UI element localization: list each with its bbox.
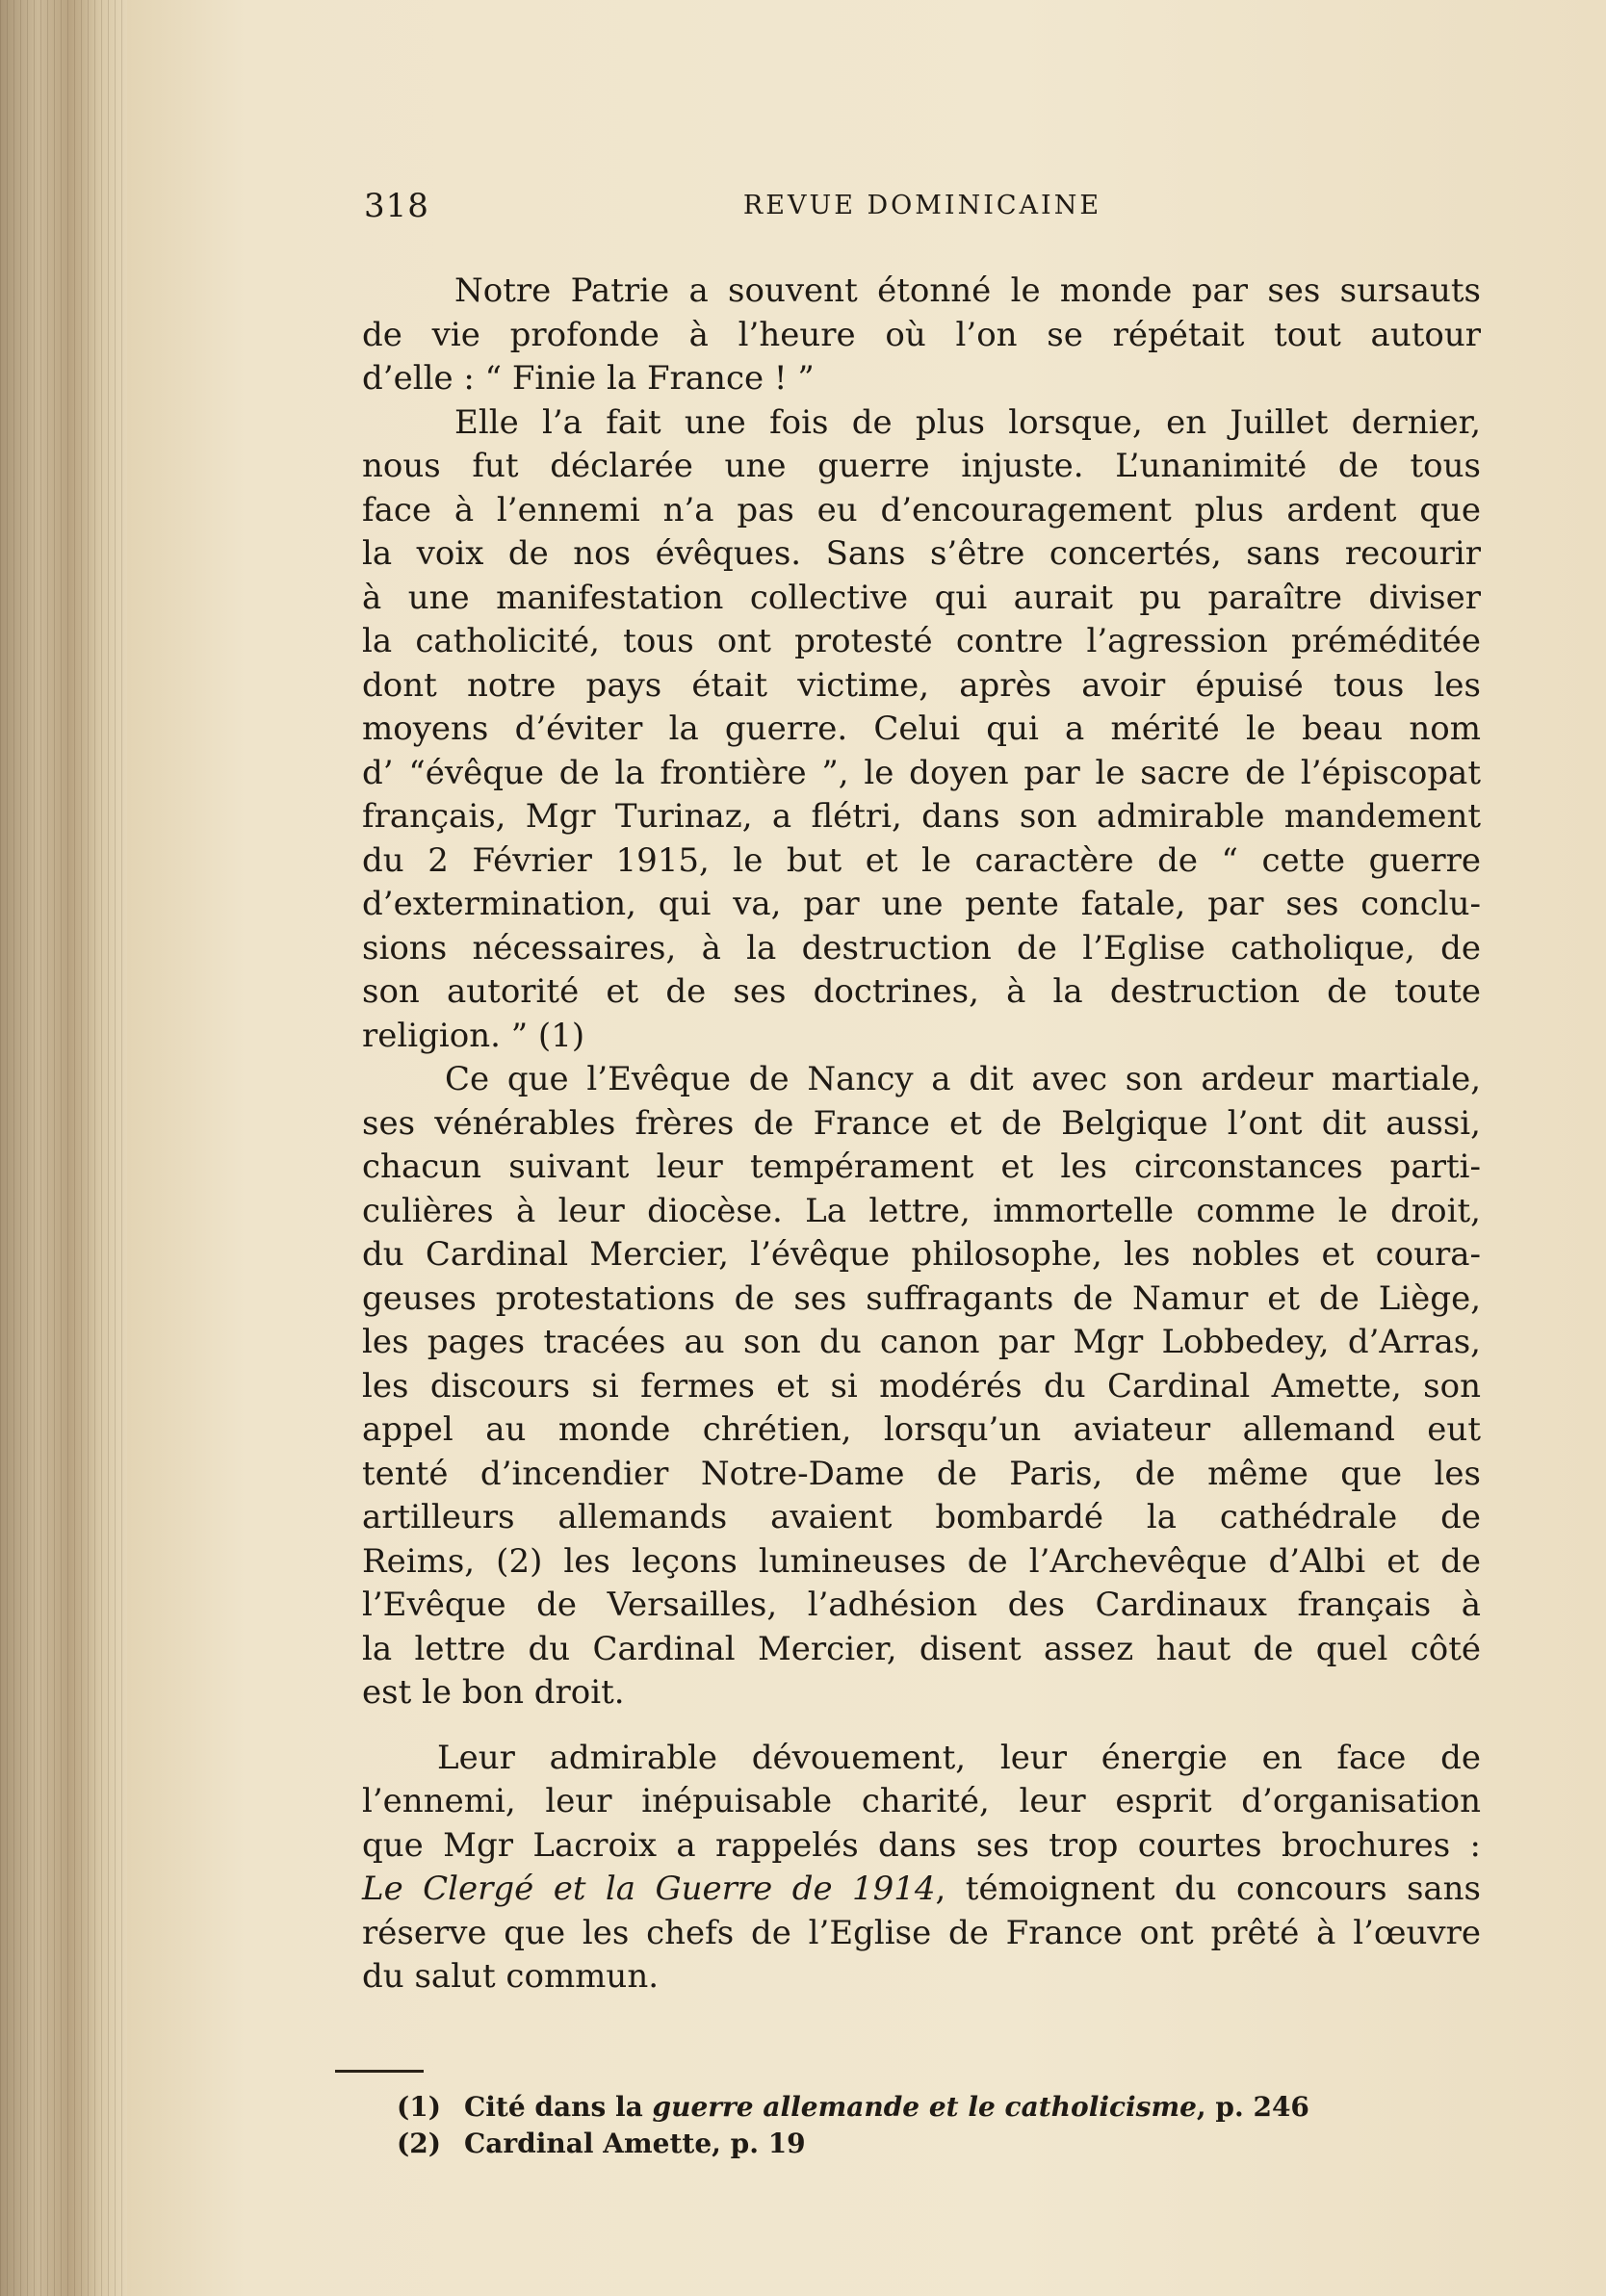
running-head: REVUE DOMINICAINE <box>742 191 1102 220</box>
text-line: est le bon droit. <box>362 1673 625 1712</box>
footnote-1 <box>397 2089 1456 2126</box>
page-number: 318 <box>364 187 429 225</box>
text-line: artilleurs allemands avaient bombardé la cathédrale de <box>362 1498 1481 1536</box>
text-line: geuses protestations de ses suffragants de Namur et de Liège, <box>362 1278 1481 1318</box>
text-line: d’elle : “ Finie la France ! ” <box>362 359 815 398</box>
paragraph-1 <box>362 270 1481 401</box>
text-line: les discours si fermes et si modérés du Cardinal Amette, son <box>362 1366 1481 1406</box>
footnote-text-end: , p. 246 <box>1196 2091 1309 2123</box>
text-line: religion. ” (1) <box>362 1016 585 1055</box>
text-line: nous fut déclarée une guerre injuste. L’unanimité de tous <box>362 447 1481 485</box>
text-line: à une manifestation collective qui aurait pu paraître diviser <box>362 578 1481 617</box>
text-line: son autorité et de ses doctrines, à la destruction de toute <box>362 972 1481 1011</box>
text-line: moyens d’éviter la guerre. Celui qui a mérité le beau nom <box>362 709 1481 748</box>
text-line: du 2 Février 1915, le but et le caractère de “ cette guerre <box>362 840 1481 880</box>
text-line: français, Mgr Turinaz, a flétri, dans son admirable mandement <box>362 797 1481 836</box>
footnotes <box>397 2089 1456 2162</box>
text-line: Elle l’a fait une fois de plus lorsque, en Juillet dernier, <box>454 402 1481 442</box>
paragraph-3 <box>362 1058 1481 1716</box>
body-text <box>362 270 1481 1999</box>
text-line: chacun suivant leur tempérament et les circonstances parti- <box>362 1148 1481 1186</box>
footnote-marker: (2) <box>397 2128 441 2159</box>
text-line: Reims, (2) les leçons lumineuses de l’Archevêque d’Albi et de <box>362 1541 1481 1581</box>
footnote-text: Cardinal Amette, p. 19 <box>464 2128 806 2159</box>
text-line: ses vénérables frères de France et de Belgique l’ont dit aussi, <box>362 1103 1481 1143</box>
text-line: Leur admirable dévouement, leur énergie en face de <box>437 1738 1481 1777</box>
text-line: l’Evêque de Versailles, l’adhésion des Cardinaux français à <box>362 1586 1481 1624</box>
text-line: du salut commun. <box>362 1957 660 1996</box>
text-line: l’ennemi, leur inépuisable charité, leur esprit d’organisation <box>362 1782 1481 1820</box>
text-line: face à l’ennemi n’a pas eu d’encouragement plus ardent que <box>362 490 1481 529</box>
text-line: d’extermination, qui va, par une pente fatale, par ses conclu- <box>362 885 1481 923</box>
text-line: réserve que les chefs de l’Eglise de France ont prêté à l’œuvre <box>362 1913 1481 1952</box>
footnote-rule <box>335 2070 424 2073</box>
text-line: Ce que l’Evêque de Nancy a dit avec son ardeur martiale, <box>445 1060 1481 1098</box>
text-line: culières à leur diocèse. La lettre, immortelle comme le droit, <box>362 1191 1481 1230</box>
text-line: la lettre du Cardinal Mercier, disent assez haut de quel côté <box>362 1629 1481 1668</box>
text-line: d’ “évêque de la frontière ”, le doyen par le sacre de l’épiscopat <box>362 753 1481 792</box>
text-line-with-title <box>362 1868 1481 1912</box>
text-line: Notre Patrie a souvent étonné le monde par ses sursauts <box>454 271 1481 310</box>
text-line: les pages tracées au son du canon par Mgr Lobbedey, d’Arras, <box>362 1323 1481 1361</box>
footnote-text: Cité dans la <box>464 2091 653 2123</box>
text-line: appel au monde chrétien, lorsqu’un aviateur allemand eut <box>362 1410 1481 1449</box>
paragraph-2 <box>362 401 1481 1059</box>
text-line: dont notre pays était victime, après avoir épuisé tous les <box>362 665 1481 705</box>
text-line: la catholicité, tous ont protesté contre l’agression préméditée <box>362 622 1481 660</box>
text-line: que Mgr Lacroix a rappelés dans ses trop courtes brochures : <box>362 1825 1481 1865</box>
text-line: la voix de nos évêques. Sans s’être concertés, sans recourir <box>362 534 1481 573</box>
text-line: tenté d’incendier Notre-Dame de Paris, de même que les <box>362 1454 1481 1493</box>
text-line: sions nécessaires, à la destruction de l’Eglise catholique, de <box>362 928 1481 967</box>
page-header <box>364 183 1481 241</box>
footnote-italic-title: guerre allemande et le catholicisme <box>652 2091 1197 2123</box>
text-line: de vie profonde à l’heure où l’on se répétait tout autour <box>362 315 1481 354</box>
footnote-2 <box>397 2126 1456 2162</box>
page-edges <box>0 0 127 2296</box>
paragraph-4 <box>362 1737 1481 1999</box>
text-line: du Cardinal Mercier, l’évêque philosophe, les nobles et coura- <box>362 1235 1481 1274</box>
text-fragment: , témoignent du concours sans <box>935 1870 1482 1908</box>
book-title: Le Clergé et la Guerre de 1914 <box>362 1870 936 1908</box>
footnote-marker: (1) <box>397 2091 441 2123</box>
